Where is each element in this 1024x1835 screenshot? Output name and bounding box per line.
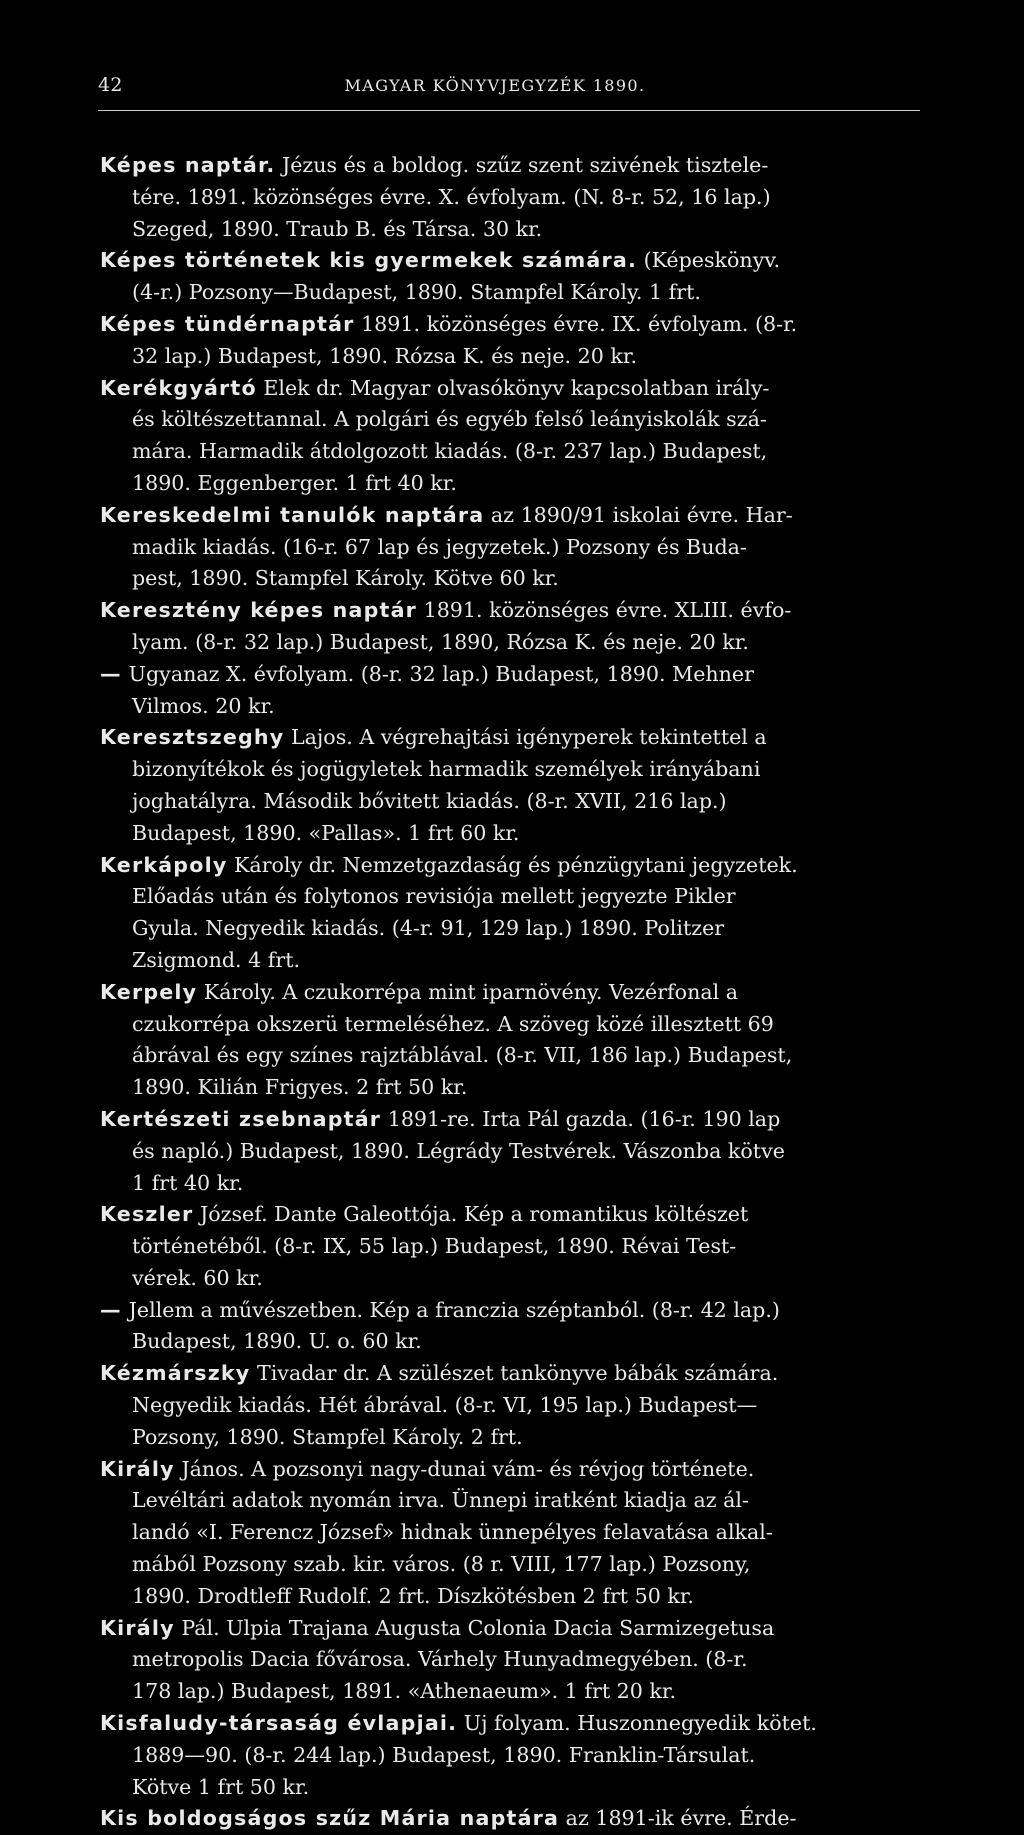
entry-text: joghatályra. Második bővitett kiadás. (8-r. XVII, 216 lap.)	[132, 788, 727, 813]
catalog-entry	[100, 850, 900, 977]
entry-line	[100, 754, 900, 786]
entry-text: és költészettannal. A polgári és egyéb felső leányiskolák szá-	[132, 407, 767, 432]
catalog-entry	[100, 1295, 900, 1359]
entry-text: Előadás után és folytonos revisiója mellett jegyezte Pikler	[132, 884, 736, 909]
entry-heading: Képes tündérnaptár	[100, 311, 355, 336]
entry-text: Jellem a művészetben. Kép a franczia széptanból. (8-r. 42 lap.)	[128, 1297, 780, 1322]
entry-heading: Kézmárszky	[100, 1361, 251, 1386]
catalog-entry	[100, 150, 900, 245]
entry-first-line	[100, 373, 900, 405]
entry-text: 1890. Drodtleff Rudolf. 2 frt. Díszkötésben 2 frt 50 kr.	[132, 1583, 694, 1608]
entry-text: 1890. Eggenberger. 1 frt 40 kr.	[132, 470, 457, 495]
entry-first-line	[100, 1613, 900, 1645]
entry-text: Budapest, 1890. «Pallas». 1 frt 60 kr.	[132, 820, 520, 845]
entry-line	[100, 563, 900, 595]
entry-text: lyam. (8-r. 32 lap.) Budapest, 1890, Rózsa K. és neje. 20 kr.	[132, 629, 749, 654]
entry-line	[100, 627, 900, 659]
entry-text: az 1890/91 iskolai évre. Har-	[490, 502, 793, 527]
entry-first-line	[100, 1199, 900, 1231]
entry-first-line	[100, 1358, 900, 1390]
entry-text: czukorrépa okszerü termeléséhez. A szöveg közé illesztett 69	[132, 1011, 774, 1036]
entry-first-line	[100, 500, 900, 532]
entry-line	[100, 341, 900, 373]
entry-text: Jézus és a boldog. szűz szent szivének tisztele-	[281, 153, 769, 177]
entry-text: Zsigmond. 4 frt.	[132, 947, 301, 972]
entry-heading: Király	[100, 1615, 175, 1640]
catalog-entry	[100, 1708, 900, 1803]
entry-line	[100, 691, 900, 723]
catalog-entry	[100, 1454, 900, 1613]
entry-text: pest, 1890. Stampfel Károly. Kötve 60 kr.	[132, 566, 559, 591]
entry-first-line	[100, 309, 900, 341]
entry-first-line	[100, 1295, 900, 1327]
entry-line	[100, 818, 900, 850]
entry-text: (Képeskönyv.	[643, 248, 781, 273]
entry-text: tére. 1891. közönséges évre. X. évfolyam. (N. 8-r. 52, 16 lap.)	[132, 184, 771, 209]
catalog-entry	[100, 309, 900, 373]
entry-heading: —	[100, 661, 123, 686]
entry-line	[100, 1644, 900, 1676]
entry-heading: Király	[100, 1456, 175, 1481]
entry-line	[100, 786, 900, 818]
entry-text: mából Pozsony szab. kir. város. (8 r. VIII, 177 lap.) Pozsony,	[132, 1552, 751, 1577]
entry-first-line	[100, 977, 900, 1009]
entry-text: Pozsony, 1890. Stampfel Károly. 2 frt.	[132, 1424, 523, 1449]
entry-text: (4-r.) Pozsony—Budapest, 1890. Stampfel Károly. 1 frt.	[132, 280, 701, 305]
catalog-entry	[100, 373, 900, 500]
entry-text: 32 lap.) Budapest, 1890. Rózsa K. és neje. 20 kr.	[132, 343, 637, 368]
entry-line	[100, 532, 900, 564]
catalog-entry	[100, 659, 900, 723]
catalog-entry	[100, 1104, 900, 1199]
entry-text: 1891. közönséges évre. IX. évfolyam. (8-r.	[361, 311, 798, 336]
catalog-entry	[100, 1613, 900, 1708]
entry-line	[100, 182, 900, 214]
entry-line	[100, 1040, 900, 1072]
entry-line	[100, 1422, 900, 1454]
entry-text: Levéltári adatok nyomán irva. Ünnepi iratként kiadja az ál-	[132, 1488, 749, 1513]
catalog-entry	[100, 977, 900, 1104]
entry-text: madik kiadás. (16-r. 67 lap és jegyzetek.) Pozsony és Buda-	[132, 534, 747, 559]
entry-line	[100, 1549, 900, 1581]
entry-heading: Kertészeti zsebnaptár	[100, 1106, 382, 1131]
entry-first-line	[100, 1454, 900, 1486]
entry-text: Vilmos. 20 kr.	[132, 693, 275, 718]
entry-text: landó «I. Ferencz József» hidnak ünnepélyes felavatása alkal-	[132, 1520, 773, 1545]
entry-heading: Kis boldogságos szűz Mária naptára	[100, 1806, 560, 1831]
entry-heading: Kerpely	[100, 979, 198, 1004]
entry-text: József. Dante Galeottója. Kép a romantikus költészet	[199, 1202, 749, 1227]
entry-text: 1889—90. (8-r. 244 lap.) Budapest, 1890. Franklin-Társulat.	[132, 1742, 756, 1767]
entry-line	[100, 913, 900, 945]
entry-line	[100, 468, 900, 500]
entry-text: Tivadar dr. A szülészet tankönyve bábák számára.	[256, 1361, 779, 1386]
entry-line	[100, 945, 900, 977]
entry-line	[100, 1168, 900, 1200]
entry-line	[100, 1326, 900, 1358]
entry-text: 1 frt 40 kr.	[132, 1170, 244, 1195]
entry-line	[100, 1772, 900, 1804]
entry-line	[100, 404, 900, 436]
entry-text: János. A pozsonyi nagy-dunai vám- és révjog története.	[181, 1456, 755, 1481]
entry-line	[100, 1263, 900, 1295]
page-number: 42	[98, 74, 123, 96]
entry-text: 1890. Kilián Frigyes. 2 frt 50 kr.	[132, 1075, 468, 1100]
entry-first-line	[100, 850, 900, 882]
entry-first-line	[100, 659, 900, 691]
entry-first-line	[100, 1803, 900, 1835]
entry-text: Kötve 1 frt 50 kr.	[132, 1774, 310, 1799]
entry-text: Gyula. Negyedik kiadás. (4-r. 91, 129 lap.) 1890. Politzer	[132, 916, 725, 941]
entry-text: 1891-re. Irta Pál gazda. (16-r. 190 lap	[387, 1106, 781, 1131]
entry-text: Szeged, 1890. Traub B. és Társa. 30 kr.	[132, 216, 543, 241]
catalog-entry	[100, 245, 900, 309]
entry-text: vérek. 60 kr.	[132, 1265, 263, 1290]
catalog-entry	[100, 722, 900, 849]
entry-line	[100, 1676, 900, 1708]
entry-line	[100, 1390, 900, 1422]
entry-first-line	[100, 245, 900, 277]
entry-line	[100, 436, 900, 468]
catalog-entry	[100, 500, 900, 595]
entry-line	[100, 1231, 900, 1263]
entry-line	[100, 881, 900, 913]
entry-text: és napló.) Budapest, 1890. Légrády Testvérek. Vászonba kötve	[132, 1138, 785, 1163]
header-rule	[98, 110, 920, 111]
entry-text: ábrával és egy színes rajztáblával. (8-r. VII, 186 lap.) Budapest,	[132, 1043, 793, 1068]
catalog-entry	[100, 595, 900, 659]
catalog-entry	[100, 1199, 900, 1294]
entry-heading: Kisfaludy-társaság évlapjai.	[100, 1711, 458, 1736]
entry-heading: Képes naptár.	[100, 153, 276, 177]
entry-line	[100, 1485, 900, 1517]
entry-first-line	[100, 1104, 900, 1136]
entry-text: 1891. közönséges évre. XLIII. évfo-	[423, 598, 792, 623]
entry-text: 178 lap.) Budapest, 1891. «Athenaeum». 1 frt 20 kr.	[132, 1679, 677, 1704]
entry-heading: Képes történetek kis gyermekek számára.	[100, 248, 638, 273]
catalog-entry	[100, 1358, 900, 1453]
entry-text: Uj folyam. Huszonnegyedik kötet.	[463, 1711, 817, 1736]
entry-line	[100, 1581, 900, 1613]
entry-text: Budapest, 1890. U. o. 60 kr.	[132, 1329, 422, 1354]
entry-text: metropolis Dacia fővárosa. Várhely Hunyadmegyében. (8-r.	[132, 1647, 748, 1672]
entry-text: Lajos. A végrehajtási igényperek tekintettel a	[290, 725, 767, 750]
entry-heading: Keszler	[100, 1202, 194, 1227]
catalog-entry	[100, 1803, 900, 1835]
entry-first-line	[100, 150, 900, 182]
entry-heading: Keresztény képes naptár	[100, 598, 418, 623]
entry-line	[100, 1136, 900, 1168]
entry-heading: Kerékgyártó	[100, 375, 257, 400]
entry-list	[100, 150, 900, 1835]
entry-line	[100, 1517, 900, 1549]
entry-text: az 1891-ik évre. Érde-	[565, 1806, 797, 1831]
entry-heading: Keresztszeghy	[100, 725, 285, 750]
entry-text: bizonyítékok és jogügyletek harmadik személyek irányábani	[132, 757, 761, 782]
running-title: MAGYAR KÖNYVJEGYZÉK 1890.	[344, 76, 646, 95]
entry-text: Károly. A czukorrépa mint iparnövény. Vezérfonal a	[203, 979, 739, 1004]
entry-first-line	[100, 722, 900, 754]
entry-text: Károly dr. Nemzetgazdaság és pénzügytani jegyzetek.	[234, 852, 798, 877]
running-head	[98, 74, 912, 96]
entry-line	[100, 1740, 900, 1772]
entry-text: Negyedik kiadás. Hét ábrával. (8-r. VI, 195 lap.) Budapest—	[132, 1393, 758, 1418]
entry-line	[100, 214, 900, 246]
entry-line	[100, 1009, 900, 1041]
entry-text: mára. Harmadik átdolgozott kiadás. (8-r. 237 lap.) Budapest,	[132, 439, 768, 464]
entry-text: Pál. Ulpia Trajana Augusta Colonia Dacia Sarmizegetusa	[181, 1615, 775, 1640]
entry-text: Elek dr. Magyar olvasókönyv kapcsolatban irály-	[263, 375, 770, 400]
entry-heading: Kerkápoly	[100, 852, 228, 877]
entry-text: történetéből. (8-r. IX, 55 lap.) Budapest, 1890. Révai Test-	[132, 1234, 737, 1259]
entry-heading: Kereskedelmi tanulók naptára	[100, 502, 485, 527]
entry-line	[100, 1072, 900, 1104]
entry-line	[100, 277, 900, 309]
entry-text: Ugyanaz X. évfolyam. (8-r. 32 lap.) Budapest, 1890. Mehner	[128, 661, 754, 686]
entry-heading: —	[100, 1297, 123, 1322]
entry-first-line	[100, 595, 900, 627]
